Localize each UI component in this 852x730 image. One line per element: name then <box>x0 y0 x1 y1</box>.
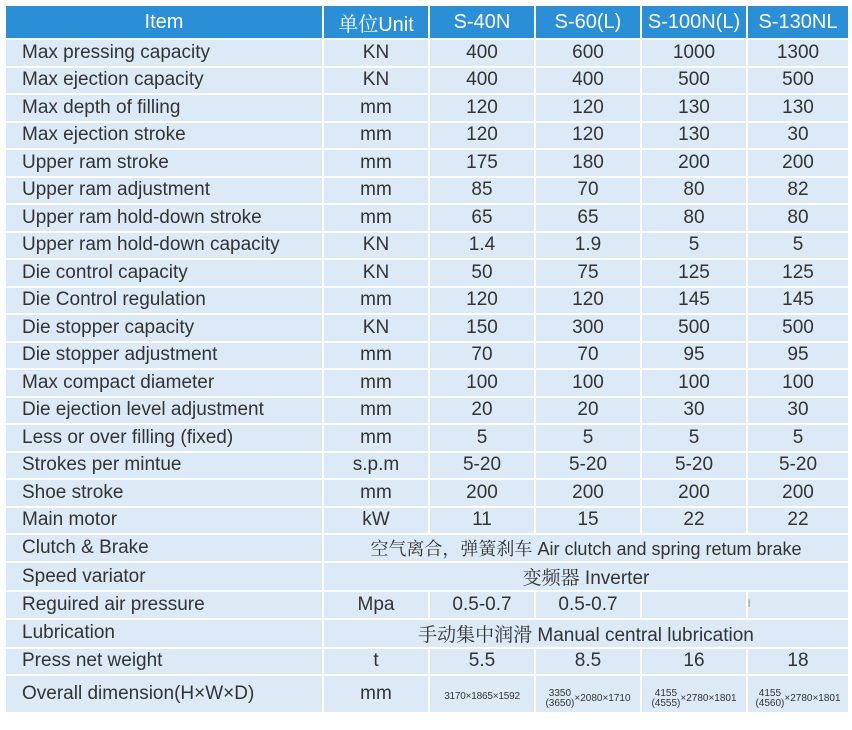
row-value: 150 <box>430 315 534 341</box>
row-value: 5 <box>748 233 848 259</box>
row-label: Press net weight <box>6 649 322 675</box>
row-value: 200 <box>748 150 848 176</box>
table-row <box>6 315 848 341</box>
dimension-rest: ×2780×1801 <box>680 693 737 704</box>
row-value: 400 <box>430 40 534 66</box>
row-label: Upper ram stroke <box>6 150 322 176</box>
row-unit: KN <box>324 40 428 66</box>
table-row <box>6 425 848 451</box>
row-value: 5 <box>748 425 848 451</box>
row-value: 100 <box>536 370 640 396</box>
row-value: 50 <box>430 260 534 286</box>
row-value: 70 <box>536 178 640 204</box>
row-label: Less or over filling (fixed) <box>6 425 322 451</box>
dimension-value-4 <box>755 689 840 709</box>
dimension-rest: ×2080×1710 <box>574 693 631 704</box>
header-item: Item <box>6 6 322 38</box>
row-value: 500 <box>748 68 848 94</box>
row-value: 120 <box>430 123 534 149</box>
row-value: 130 <box>642 123 746 149</box>
table-row <box>6 480 848 506</box>
table-row <box>6 95 848 121</box>
row-value: 120 <box>536 95 640 121</box>
row-value: 18 <box>748 649 848 675</box>
table-row <box>6 150 848 176</box>
row-value: 120 <box>536 288 640 314</box>
row-unit: mm <box>324 178 428 204</box>
row-label: Die ejection level adjustment <box>6 398 322 424</box>
row-label: Die stopper adjustment <box>6 343 322 369</box>
row-unit: mm <box>324 123 428 149</box>
row-value: 1000 <box>642 40 746 66</box>
table-row-lubrication <box>6 620 848 647</box>
table-row <box>6 288 848 314</box>
row-value: 95 <box>642 343 746 369</box>
dimension-cell-3 <box>642 676 746 712</box>
row-value: 1.9 <box>536 233 640 259</box>
spec-table <box>4 4 850 714</box>
row-value: 180 <box>536 150 640 176</box>
row-value: 5-20 <box>642 453 746 479</box>
clutch-value: 空气离合，弹簧刹车 Air clutch and spring retum brake <box>324 535 848 561</box>
row-value: 5.5 <box>430 649 534 675</box>
row-label: Max ejection stroke <box>6 123 322 149</box>
row-value: 5 <box>642 425 746 451</box>
row-value: 70 <box>430 343 534 369</box>
dimension-value-2 <box>545 689 630 709</box>
row-value: 120 <box>430 288 534 314</box>
header-row <box>6 6 848 38</box>
row-unit: t <box>324 649 428 675</box>
row-value: 20 <box>430 398 534 424</box>
row-label: Max compact diameter <box>6 370 322 396</box>
row-unit: s.p.m <box>324 453 428 479</box>
row-value: 145 <box>642 288 746 314</box>
row-value: 500 <box>642 315 746 341</box>
row-value: 125 <box>748 260 848 286</box>
table-row-speed <box>6 563 848 590</box>
table-row <box>6 123 848 149</box>
row-value: 200 <box>748 480 848 506</box>
row-value: 16 <box>642 649 746 675</box>
table-row <box>6 508 848 534</box>
row-unit: mm <box>324 425 428 451</box>
row-value: 5-20 <box>748 453 848 479</box>
row-unit: mm <box>324 95 428 121</box>
table-row <box>6 343 848 369</box>
row-value: 15 <box>536 508 640 534</box>
row-value: 30 <box>748 123 848 149</box>
row-value: 80 <box>748 205 848 231</box>
row-value: 82 <box>748 178 848 204</box>
header-unit: 单位Unit <box>324 6 428 38</box>
row-value: 120 <box>536 123 640 149</box>
row-value: 5 <box>536 425 640 451</box>
row-value: 100 <box>748 370 848 396</box>
dimension-height-stack <box>545 689 574 709</box>
row-label: Die Control regulation <box>6 288 322 314</box>
table-row <box>6 68 848 94</box>
row-value: 100 <box>642 370 746 396</box>
dimension-cell-1 <box>430 676 534 712</box>
table-row-clutch <box>6 535 848 561</box>
row-value: 120 <box>430 95 534 121</box>
table-row <box>6 178 848 204</box>
row-unit: KN <box>324 315 428 341</box>
row-value: 80 <box>642 205 746 231</box>
dimension-height-alt: (4560) <box>755 697 785 709</box>
row-unit: mm <box>324 343 428 369</box>
air-value-1: 0.5-0.7 <box>430 592 534 618</box>
table-row <box>6 453 848 479</box>
air-value-2: 0.5-0.7 <box>536 592 640 618</box>
table-row-weight <box>6 649 848 675</box>
row-label: Upper ram adjustment <box>6 178 322 204</box>
row-label: Upper ram hold-down capacity <box>6 233 322 259</box>
row-unit: KN <box>324 68 428 94</box>
row-label: Die control capacity <box>6 260 322 286</box>
header-model: S-100N(L) <box>642 6 746 38</box>
row-value: 22 <box>642 508 746 534</box>
row-value: 75 <box>536 260 640 286</box>
dimension-cell-4 <box>748 676 848 712</box>
dimension-height: 3350 <box>548 687 572 699</box>
row-value: 130 <box>642 95 746 121</box>
dimension-rest: ×2780×1801 <box>784 693 841 704</box>
row-label: Max depth of filling <box>6 95 322 121</box>
row-value: 500 <box>642 68 746 94</box>
row-unit: kW <box>324 508 428 534</box>
table-row <box>6 370 848 396</box>
row-value: 400 <box>536 68 640 94</box>
row-value: 95 <box>748 343 848 369</box>
row-unit: mm <box>324 288 428 314</box>
dimension-height: 4155 <box>758 687 782 699</box>
row-unit: Mpa <box>324 592 428 618</box>
row-value: 145 <box>748 288 848 314</box>
row-value: 70 <box>536 343 640 369</box>
dimension-height-alt: (4555) <box>651 697 681 709</box>
row-unit: mm <box>324 398 428 424</box>
row-value: 5-20 <box>536 453 640 479</box>
dimension-height-alt: (3650) <box>545 697 575 709</box>
row-value: 100 <box>430 370 534 396</box>
dimension-value-3 <box>651 689 736 709</box>
row-label: Strokes per mintue <box>6 453 322 479</box>
row-value: 5 <box>642 233 746 259</box>
lubrication-value: 手动集中润滑 Manual central lubrication <box>324 620 848 647</box>
table-row <box>6 205 848 231</box>
row-value: 11 <box>430 508 534 534</box>
row-unit: mm <box>324 150 428 176</box>
dimension-height-stack <box>651 689 680 709</box>
row-unit: KN <box>324 260 428 286</box>
row-unit: mm <box>324 205 428 231</box>
row-value: 300 <box>536 315 640 341</box>
dimension-value-1: 3170×1865×1592 <box>444 691 520 702</box>
row-label: Reguired air pressure <box>6 592 322 618</box>
row-label: Speed variator <box>6 563 322 590</box>
table-row-air <box>6 592 848 618</box>
table-row <box>6 260 848 286</box>
row-value: 200 <box>642 480 746 506</box>
table-row <box>6 40 848 66</box>
row-value: 125 <box>642 260 746 286</box>
row-label: Upper ram hold-down stroke <box>6 205 322 231</box>
row-unit: mm <box>324 676 428 712</box>
row-label: Shoe stroke <box>6 480 322 506</box>
air-value-3 <box>642 592 746 618</box>
row-label: Clutch & Brake <box>6 535 322 561</box>
dimension-height: 4155 <box>654 687 678 699</box>
row-value: 85 <box>430 178 534 204</box>
row-value: 20 <box>536 398 640 424</box>
row-value: 22 <box>748 508 848 534</box>
row-label: Max pressing capacity <box>6 40 322 66</box>
row-value: 130 <box>748 95 848 121</box>
dimension-cell-2 <box>536 676 640 712</box>
row-unit: mm <box>324 370 428 396</box>
row-value: 30 <box>642 398 746 424</box>
row-value: 30 <box>748 398 848 424</box>
row-unit: mm <box>324 480 428 506</box>
row-value: 200 <box>642 150 746 176</box>
row-value: 600 <box>536 40 640 66</box>
row-value: 1.4 <box>430 233 534 259</box>
row-value: 1300 <box>748 40 848 66</box>
row-label: Overall dimension(H×W×D) <box>6 676 322 712</box>
row-label: Die stopper capacity <box>6 315 322 341</box>
row-value: 5-20 <box>430 453 534 479</box>
row-value: 200 <box>430 480 534 506</box>
row-value: 200 <box>536 480 640 506</box>
row-value: 500 <box>748 315 848 341</box>
row-label: Main motor <box>6 508 322 534</box>
header-model: S-60(L) <box>536 6 640 38</box>
row-value: 65 <box>430 205 534 231</box>
row-value: 8.5 <box>536 649 640 675</box>
table-row <box>6 233 848 259</box>
dimension-height-stack <box>755 689 784 709</box>
air-value-4: l <box>748 592 848 618</box>
row-label: Lubrication <box>6 620 322 647</box>
row-value: 175 <box>430 150 534 176</box>
table-row-dimension <box>6 676 848 712</box>
row-value: 80 <box>642 178 746 204</box>
row-value: 65 <box>536 205 640 231</box>
table-row <box>6 398 848 424</box>
speed-value: 变频器 Inverter <box>324 563 848 590</box>
row-label: Max ejection capacity <box>6 68 322 94</box>
header-model: S-130NL <box>748 6 848 38</box>
row-value: 5 <box>430 425 534 451</box>
row-unit: KN <box>324 233 428 259</box>
header-model: S-40N <box>430 6 534 38</box>
row-value: 400 <box>430 68 534 94</box>
